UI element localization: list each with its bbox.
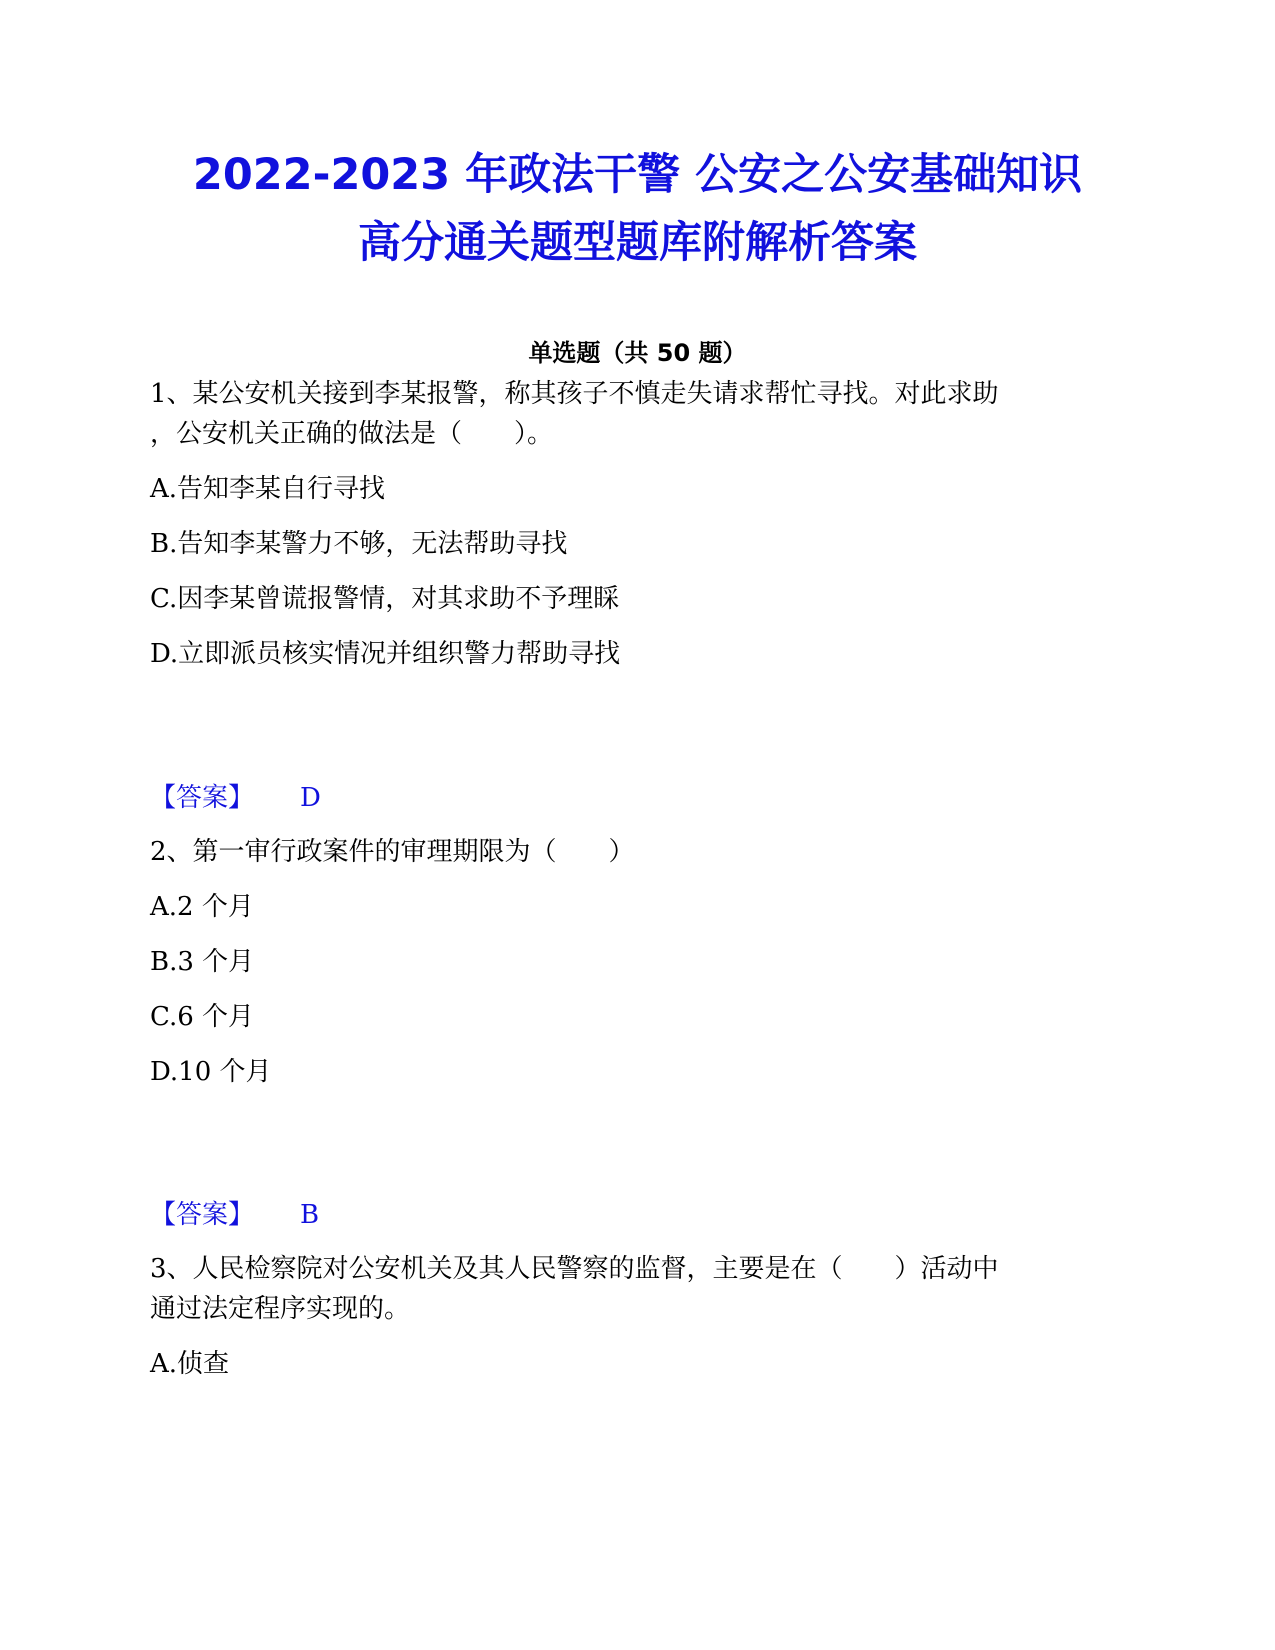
option-b: B.告知李某警力不够，无法帮助寻找 — [150, 529, 568, 559]
answer-value: D — [300, 783, 321, 813]
question-stem-line: 1、某公安机关接到李某报警，称其孩子不慎走失请求帮忙寻找。对此求助 — [150, 379, 999, 409]
question-stem-line: ，公安机关正确的做法是（ ）。 — [150, 419, 554, 449]
question-stem-line: 通过法定程序实现的。 — [150, 1294, 411, 1324]
option-b: B.3 个月 — [150, 947, 255, 977]
option-d: D.立即派员核实情况并组织警力帮助寻找 — [150, 639, 621, 669]
section-heading: 单选题（共 50 题） — [528, 339, 747, 367]
option-a: A.告知李某自行寻找 — [150, 474, 386, 504]
option-d: D.10 个月 — [150, 1057, 272, 1087]
question-stem-line: 3、人民检察院对公安机关及其人民警察的监督，主要是在（ ）活动中 — [150, 1254, 999, 1284]
answer-line — [150, 781, 321, 815]
option-c: C.因李某曾谎报警情，对其求助不予理睬 — [150, 584, 620, 614]
answer-label: 【答案】 — [150, 783, 255, 813]
option-c: C.6 个月 — [150, 1002, 255, 1032]
option-a: A.侦查 — [150, 1349, 230, 1379]
answer-label: 【答案】 — [150, 1200, 255, 1230]
title-line-2: 高分通关题型题库附解析答案 — [358, 218, 917, 268]
question-stem-line: 2、第一审行政案件的审理期限为（ ） — [150, 837, 635, 867]
option-a: A.2 个月 — [150, 892, 254, 922]
title-line-1: 2022-2023 年政法干警 公安之公安基础知识 — [192, 150, 1083, 200]
answer-value: B — [300, 1200, 320, 1230]
answer-line — [150, 1198, 319, 1232]
